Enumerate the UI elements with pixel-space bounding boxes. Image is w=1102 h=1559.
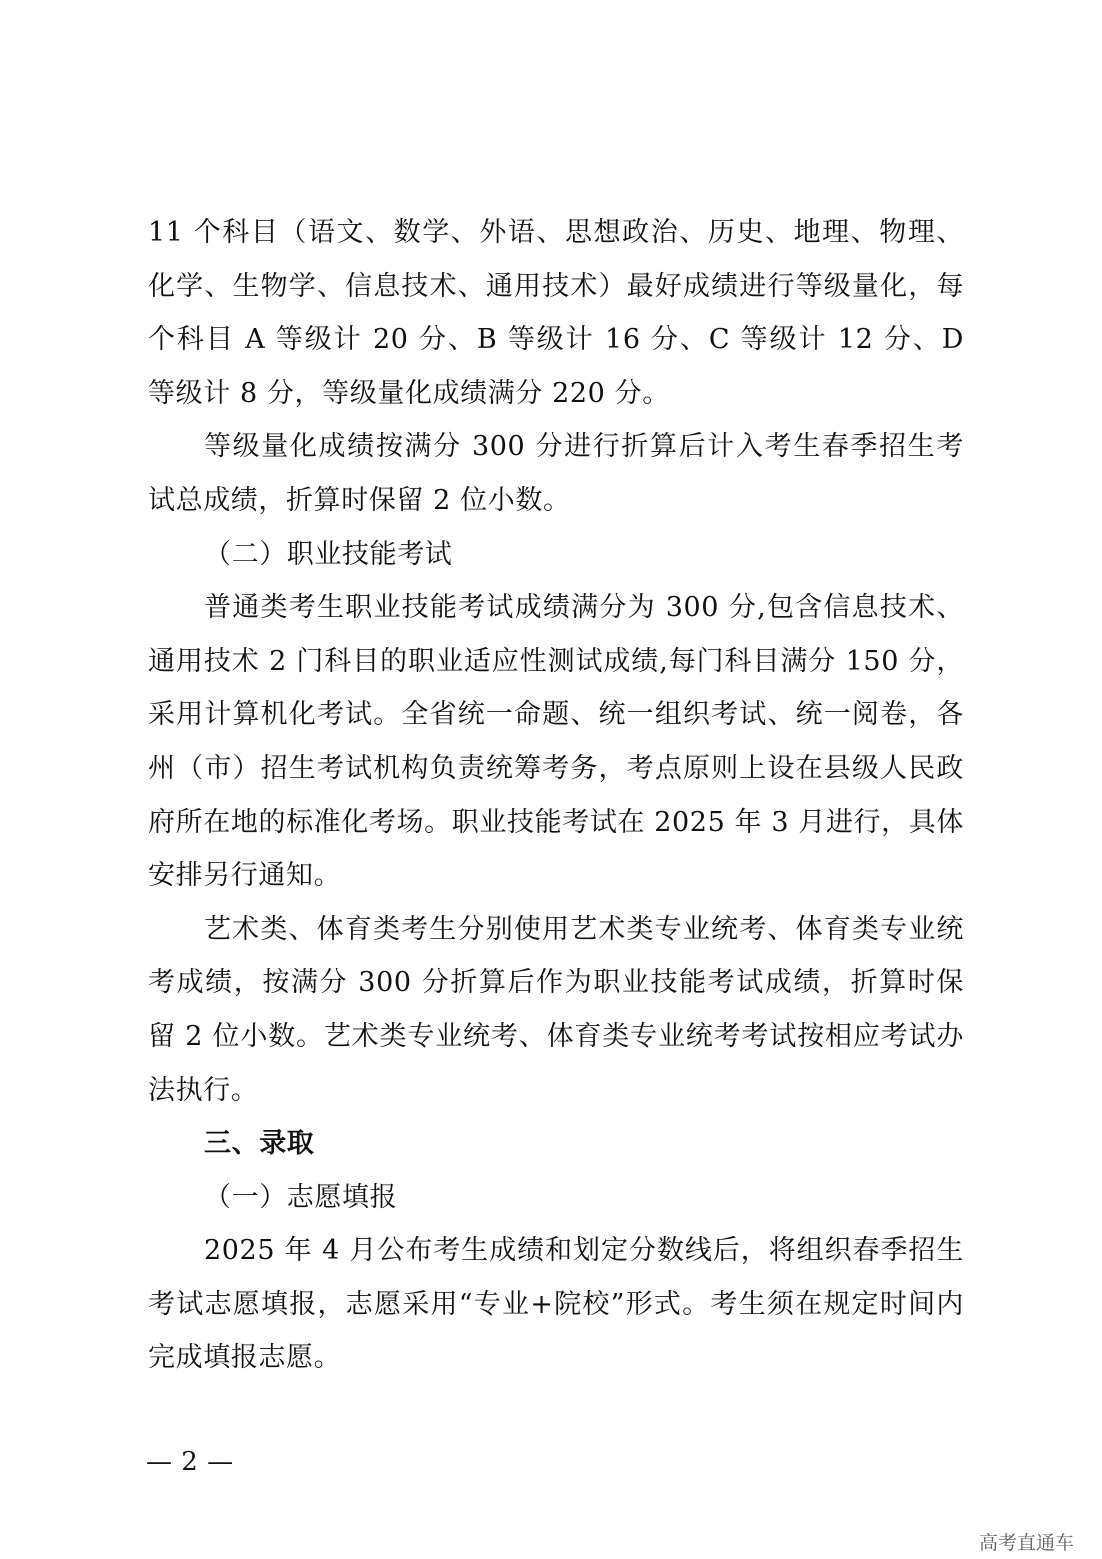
- document-body: [148, 206, 964, 1385]
- paragraph-general-candidates: 普通类考生职业技能考试成绩满分为 300 分,包含信息技术、通用技术 2 门科目的职业适应性测试成绩,每门科目满分 150 分，采用计算机化考试。全省统一命题、统一组织考试、统一阅卷，各州（市）招生考试机构负责统筹考务，考点原则上设在县级人民政府所在地的标准化考场。职业技能考试在 2025 年 3 月进行，具体安排另行通知。: [148, 592, 964, 892]
- heading-admission: 三、录取: [204, 1128, 315, 1160]
- subheading-application-filling: （一）志愿填报: [204, 1181, 398, 1213]
- paragraph-score-conversion: 等级量化成绩按满分 300 分进行折算后计入考生春季招生考试总成绩，折算时保留 2 位小数。: [148, 431, 964, 516]
- paragraph-art-sports-candidates: 艺术类、体育类考生分别使用艺术类专业统考、体育类专业统考成绩，按满分 300 分折算后作为职业技能考试成绩，折算时保留 2 位小数。艺术类专业统考、体育类专业统考考试按相应考试办法执行。: [148, 913, 964, 1106]
- paragraph-grade-quantification: 11 个科目（语文、数学、外语、思想政治、历史、地理、物理、化学、生物学、信息技术、通用技术）最好成绩进行等级量化，每个科目 A 等级计 20 分、B 等级计 16 分、C 等级计 12 分、D 等级计 8 分，等级量化成绩满分 220 分。: [148, 217, 964, 409]
- watermark-text: 高考直通车: [978, 1532, 1074, 1554]
- paragraph-application-procedure: 2025 年 4 月公布考生成绩和划定分数线后，将组织春季招生考试志愿填报，志愿采用“专业+院校”形式。考生须在规定时间内完成填报志愿。: [148, 1235, 964, 1374]
- page-number: — 2 —: [146, 1447, 234, 1477]
- subheading-vocational-skills-exam: （二）职业技能考试: [204, 538, 453, 570]
